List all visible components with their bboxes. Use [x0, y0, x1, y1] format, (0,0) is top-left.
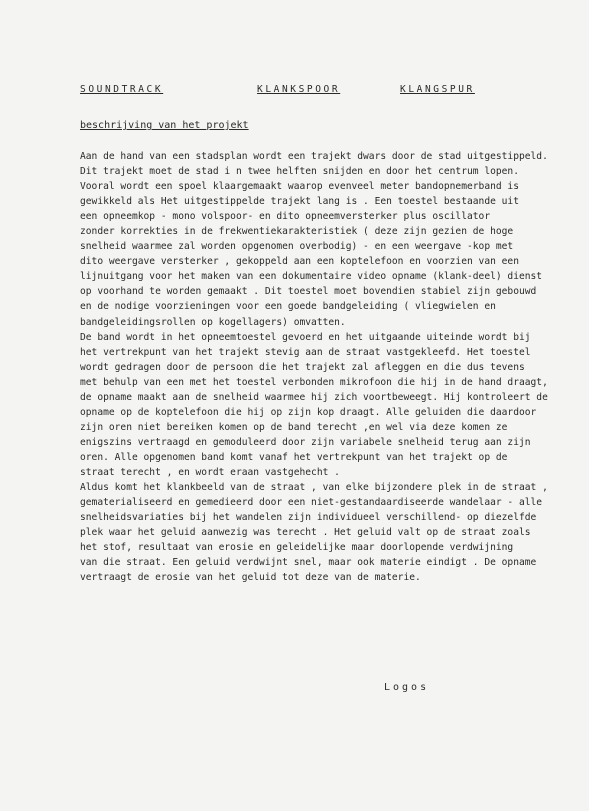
text-line: snelheid waarmee zal worden opgenomen overbodig) - en een weergave -kop met	[80, 241, 514, 253]
text-line: de opname maakt aan de snelheid waarmee hij zich voortbeweegt. Hij kontroleert de	[80, 391, 548, 403]
section-subtitle: beschrijving van het projekt	[80, 120, 249, 131]
text-line: Aldus komt het klankbeeld van de straat , van elke bijzondere plek in de straat ,	[80, 482, 548, 494]
title-klangspur: KLANGSPUR	[400, 84, 475, 95]
text-line: De band wordt in het opneemtoestel gevoerd en het uitgaande uiteinde wordt bij	[80, 331, 531, 343]
text-line: Vooral wordt een spoel klaargemaakt waarop evenveel meter bandopnemerband is	[80, 181, 519, 193]
text-line: zijn oren niet bereiken komen op de band terecht ,en wel via deze komen ze	[80, 421, 508, 433]
text-line: dito weergave versterker , gekoppeld aan een koptelefoon en voorzien van een	[80, 256, 519, 268]
text-line: snelheidsvariaties bij het wandelen zijn individueel verschillend- op diezelfde	[80, 512, 537, 524]
signature-logos: Logos	[384, 682, 430, 693]
text-line: met behulp van een met het toestel verbonden mikrofoon die hij in de hand draagt,	[80, 376, 548, 388]
text-line: van die straat. Een geluid verdwijnt snel, maar ook materie eindigt . De opname	[80, 557, 537, 569]
text-line: het stof, resultaat van erosie en geleidelijke maar doorlopende verdwijning	[80, 542, 514, 554]
text-line: wordt gedragen door de persoon die het trajekt zal afleggen en die dus tevens	[80, 361, 525, 373]
text-line: lijnuitgang voor het maken van een dokumentaire video opname (klank-deel) dienst	[80, 271, 543, 283]
text-line: op voorhand te worden gemaakt . Dit toestel moet bovendien stabiel zijn gebouwd	[80, 286, 537, 298]
text-line: een opneemkop - mono volspoor- en dito opneemversterker plus oscillator	[80, 211, 491, 223]
text-line: plek waar het geluid aanwezig was terecht . Het geluid valt op de straat zoals	[80, 527, 531, 539]
title-header	[80, 84, 510, 100]
text-line: het vertrekpunt van het trajekt stevig aan de straat vastgekleefd. Het toestel	[80, 346, 531, 358]
text-line: opname op de koptelefoon die hij op zijn kop draagt. Alle geluiden die daardoor	[80, 406, 537, 418]
text-line: straat terecht , en wordt eraan vastgehecht .	[80, 466, 340, 478]
text-line: zonder korrekties in de frekwentiekarakteristiek ( deze zijn gezien de hoge	[80, 226, 514, 238]
body-text	[80, 149, 560, 585]
text-line: gematerialiseerd en gemedieerd door een niet-gestandaardiseerde wandelaar - alle	[80, 497, 543, 509]
text-line: gewikkeld als Het uitgestippelde trajekt lang is . Een toestel bestaande uit	[80, 196, 519, 208]
text-line: Dit trajekt moet de stad i n twee helften snijden en door het centrum lopen.	[80, 166, 519, 178]
title-klankspoor: KLANKSPOOR	[257, 84, 341, 95]
text-line: vertraagt de erosie van het geluid tot deze van de materie.	[80, 572, 421, 584]
text-line: enigszins vertraagd en gemoduleerd door zijn variabele snelheid terug aan zijn	[80, 436, 531, 448]
text-line: bandgeleidingsrollen op kogellagers) omvatten.	[80, 316, 346, 328]
title-soundtrack: SOUNDTRACK	[80, 84, 164, 95]
text-line: oren. Alle opgenomen band komt vanaf het vertrekpunt van het trajekt op de	[80, 451, 508, 463]
text-line: Aan de hand van een stadsplan wordt een trajekt dwars door de stad uitgestippeld.	[80, 151, 548, 162]
text-line: en de nodige voorzieningen voor een goede bandgeleiding ( vliegwielen en	[80, 301, 496, 313]
